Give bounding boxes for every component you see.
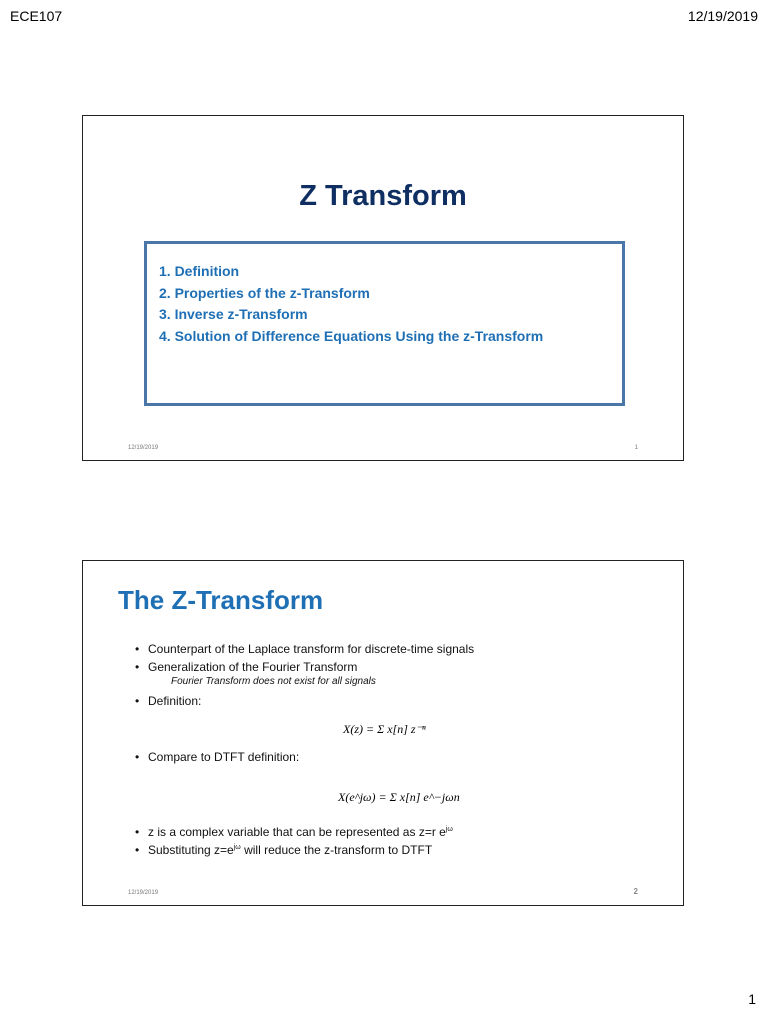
slide-2	[82, 560, 684, 906]
bullet-dot-icon: •	[135, 660, 140, 674]
slide-2-footer-date: 12/19/2019	[128, 890, 159, 896]
outline-box	[144, 241, 625, 406]
slide-1-footer-date: 12/19/2019	[128, 445, 159, 451]
outline-item: 1. Definition	[159, 263, 240, 279]
z-transform-formula	[333, 711, 453, 749]
bullet-dot-icon: •	[135, 642, 140, 656]
formula-text: X(e^jω) = Σ x[n] e^−jωn	[338, 790, 460, 804]
bullet-item: • Substituting $z=e^{j\omega}$ will reduce the z-transform to DTFT	[135, 843, 433, 857]
sub-note: Fourier Transform does not exist for all signals	[171, 676, 376, 687]
page-number: 1	[748, 991, 756, 1007]
outline-item: 3. Inverse z-Transform	[159, 306, 308, 322]
bullet-dot-icon: •	[135, 750, 140, 764]
slide-2-footer-number: 2	[633, 887, 638, 896]
bullet-item: • z is a complex variable that can be represented as z=r $e^{j\omega}$	[135, 825, 453, 839]
slide-1-title: Z Transform	[299, 180, 467, 212]
outline-item: 2. Properties of the z-Transform	[159, 284, 370, 301]
header-date: 12/19/2019	[687, 8, 758, 24]
bullet-dot-icon: •	[135, 694, 140, 708]
slide-1	[82, 115, 684, 461]
bullet-item: • Generalization of the Fourier Transform	[135, 660, 358, 674]
bullet-item: • Definition:	[135, 694, 202, 708]
bullet-item: • Counterpart of the Laplace transform for discrete-time signals	[135, 642, 475, 656]
dtft-formula	[328, 781, 488, 819]
bullet-dot-icon: •	[135, 825, 140, 839]
formula-text: X(z) = Σ x[n] z⁻ⁿ	[343, 722, 426, 736]
bullet-dot-icon: •	[135, 843, 140, 857]
outline-item: 4. Solution of Difference Equations Using the z-Transform	[159, 327, 544, 344]
slide-1-footer-number: 1	[634, 445, 638, 451]
slide-2-title: The Z-Transform	[118, 585, 324, 615]
header-course: ECE107	[10, 8, 63, 24]
bullet-item: • Compare to DTFT definition:	[135, 750, 300, 764]
